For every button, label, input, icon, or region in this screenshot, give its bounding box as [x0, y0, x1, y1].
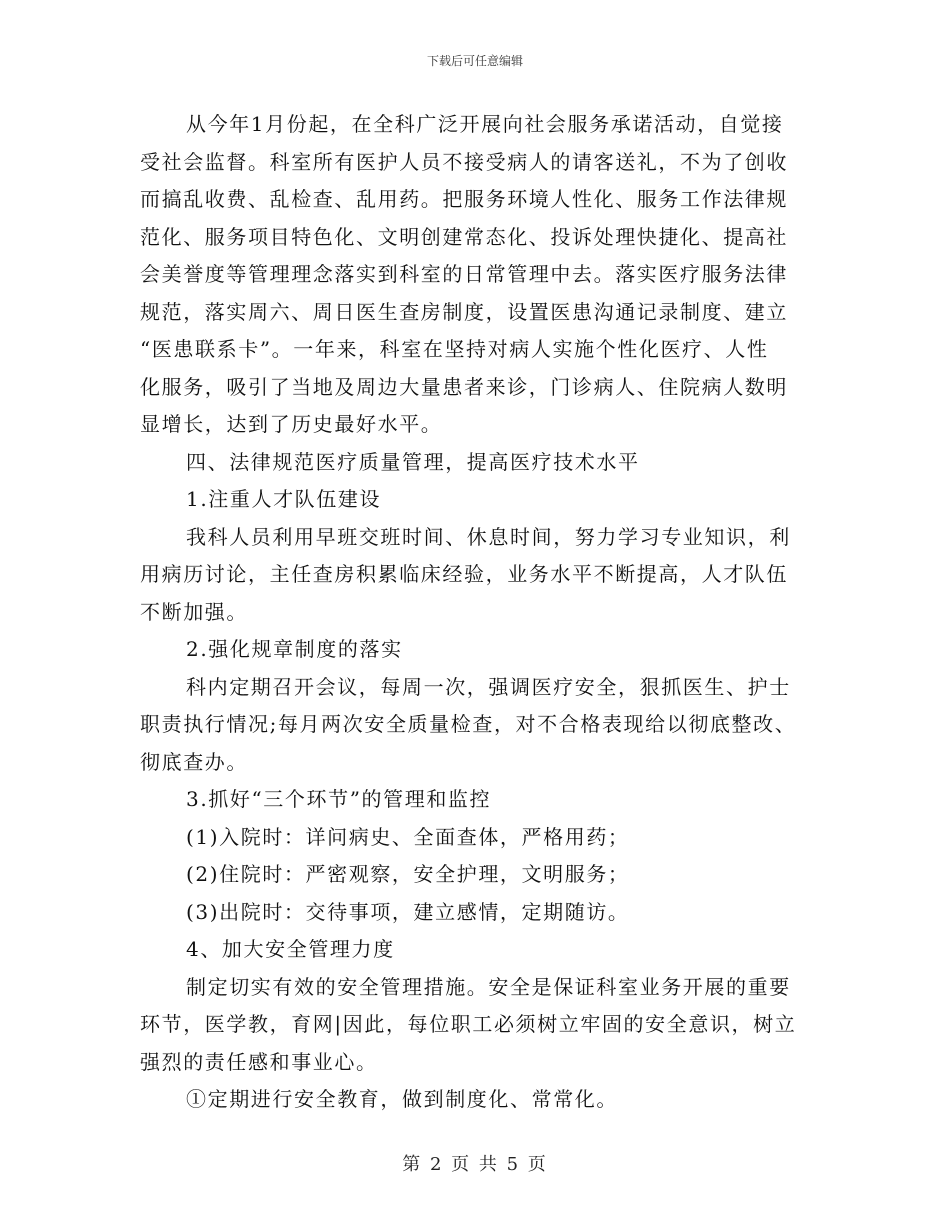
- text-line: 显增长，达到了历史最好水平。: [140, 412, 443, 436]
- text-line: 化服务，吸引了当地及周边大量患者来诊，门诊病人、住院病人数明: [140, 374, 788, 399]
- text-line: 我科人员利用早班交班时间、休息时间，努力学习专业知识，利: [186, 524, 791, 549]
- text-line: 用病历讨论，主任查房积累临床经验，业务水平不断提高，人才队伍: [140, 562, 788, 586]
- text-line: (1)入院时：详问病史、全面查体，严格用药；: [186, 824, 630, 849]
- text-line: 规范，落实周六、周日医生查房制度，设置医患沟通记录制度、建立: [140, 299, 788, 324]
- text-line: 职责执行情况;每月两次安全质量检查，对不合格表现给以彻底整改、: [140, 712, 797, 736]
- text-line: 不断加强。: [140, 599, 248, 624]
- text-line: 从今年1月份起，在全科广泛开展向社会服务承诺活动，自觉接: [186, 112, 784, 136]
- text-line: 范化、服务项目特色化、文明创建常态化、投诉处理快捷化、提高社: [140, 224, 788, 249]
- text-line: 四、法律规范医疗质量管理，提高医疗技术水平: [186, 449, 640, 474]
- text-line: “医患联系卡”。一年来，科室在坚持对病人实施个性化医疗、人性: [140, 337, 769, 361]
- text-line: 2.强化规章制度的落实: [186, 637, 403, 661]
- text-line: 科内定期召开会议，每周一次，强调医疗安全，狠抓医生、护士: [186, 674, 791, 699]
- text-line: 环节，医学教，育网|因此，每位职工必须树立牢固的安全意识，树立: [140, 1012, 797, 1036]
- text-line: 3.抓好“三个环节”的管理和监控: [186, 787, 492, 811]
- text-line: (3)出院时：交待事项，建立感情，定期随访。: [186, 899, 630, 924]
- text-line: 而搞乱收费、乱检查、乱用药。把服务环境人性化、服务工作法律规: [140, 187, 788, 211]
- text-line: 4、加大安全管理力度: [186, 937, 395, 961]
- text-line: 会美誉度等管理理念落实到科室的日常管理中去。落实医疗服务法律: [140, 262, 788, 286]
- text-line: ①定期进行安全教育，做到制度化、常常化。: [186, 1087, 618, 1111]
- page-header: 下载后可任意编辑: [426, 54, 523, 68]
- text-line: (2)住院时：严密观察，安全护理，文明服务；: [186, 862, 630, 886]
- text-line: 强烈的责任感和事业心。: [140, 1049, 378, 1074]
- page-footer: 第 2 页 共 5 页: [402, 1154, 548, 1175]
- text-line: 1.注重人才队伍建设: [186, 487, 382, 511]
- text-line: 彻底查办。: [140, 749, 248, 774]
- text-line: 制定切实有效的安全管理措施。安全是保证科室业务开展的重要: [186, 974, 791, 999]
- document-body: [140, 106, 812, 1119]
- text-line: 受社会监督。科室所有医护人员不接受病人的请客送礼，不为了创收: [140, 149, 788, 174]
